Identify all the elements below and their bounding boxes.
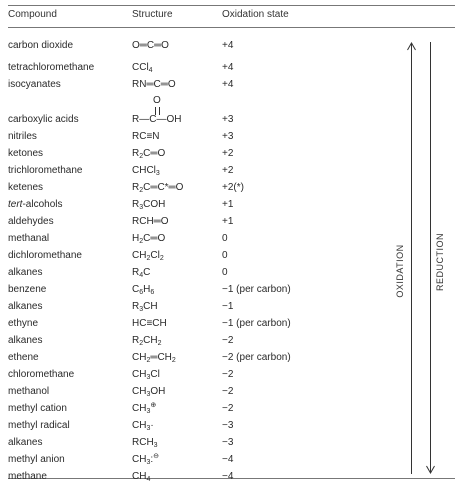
structure-formula: $R_4C$ xyxy=(132,267,151,279)
header-oxidation-state: Oxidation state xyxy=(222,9,289,20)
oxidation-state-value: +3 xyxy=(222,114,234,125)
structure-formula: $R_3COH$ xyxy=(132,199,166,211)
structure-formula: $R_2CH_2$ xyxy=(132,335,162,347)
oxidation-state-value: +2 xyxy=(222,148,234,159)
table-row xyxy=(0,316,464,332)
oxidation-state-value: +1 xyxy=(222,199,234,210)
carbonyl-oxygen: O xyxy=(153,95,161,106)
oxidation-state-value: +1 xyxy=(222,216,234,227)
structure-formula: $CH_3^\oplus$ xyxy=(132,402,157,415)
table-row xyxy=(0,452,464,468)
structure-formula: $C_6H_6$ xyxy=(132,284,155,296)
table-row xyxy=(0,180,464,196)
oxidation-state-value: +4 xyxy=(222,79,234,90)
compound-name: dichloromethane xyxy=(8,250,82,261)
compound-name: benzene xyxy=(8,284,47,295)
oxidation-state-value: −2 xyxy=(222,369,234,380)
oxidation-state-value: +3 xyxy=(222,131,234,142)
compound-name: trichloromethane xyxy=(8,165,83,176)
oxidation-state-value: −1 xyxy=(222,301,234,312)
oxidation-state-value: −2 xyxy=(222,386,234,397)
compound-name: carboxylic acids xyxy=(8,114,79,125)
oxidation-state-value: −1 (per carbon) xyxy=(222,318,291,329)
table-row xyxy=(0,146,464,162)
oxidation-state-value: −2 (per carbon) xyxy=(222,352,291,363)
structure-formula: $RCH_3$ xyxy=(132,437,158,449)
oxidation-state-value: −4 xyxy=(222,471,234,482)
compound-name: isocyanates xyxy=(8,79,61,90)
reduction-arrow xyxy=(426,42,435,474)
arrow-down-icon xyxy=(426,465,435,474)
oxidation-state-value: +2 xyxy=(222,165,234,176)
table-row xyxy=(0,129,464,145)
oxidation-state-value: +4 xyxy=(222,40,234,51)
oxidation-state-value: −2 xyxy=(222,335,234,346)
compound-name: carbon dioxide xyxy=(8,40,74,51)
table-row xyxy=(0,197,464,213)
table-row xyxy=(0,350,464,366)
structure-formula: $R_3CH$ xyxy=(132,301,158,313)
structure-formula: $CH_4$ xyxy=(132,471,151,483)
structure-formula: HC≡CH xyxy=(132,318,167,329)
table-row xyxy=(0,163,464,179)
structure-formula: $R_2C═C*═O$ xyxy=(132,182,184,194)
carbonyl-double-bond xyxy=(155,107,160,115)
header-structure: Structure xyxy=(132,9,173,20)
header-compound: Compound xyxy=(8,9,57,20)
structure-formula: RN═C═O xyxy=(132,79,176,90)
structure-formula: $CH_3OH$ xyxy=(132,386,166,398)
compound-name: ketenes xyxy=(8,182,44,193)
structure-formula: $CH_3:^⊖$ xyxy=(132,453,160,466)
oxidation-state-value: −3 xyxy=(222,437,234,448)
reduction-label: REDUCTION xyxy=(435,233,445,291)
oxidation-state-value: +4 xyxy=(222,62,234,73)
structure-formula: $CH_2Cl_2$ xyxy=(132,250,164,262)
oxidation-state-value: −1 (per carbon) xyxy=(222,284,291,295)
table-row xyxy=(0,401,464,417)
table-row xyxy=(0,418,464,434)
table-row xyxy=(0,38,464,54)
compound-name: chloromethane xyxy=(8,369,75,380)
compound-name: alkanes xyxy=(8,437,43,448)
compound-name: methyl cation xyxy=(8,403,67,414)
compound-name: alkanes xyxy=(8,335,43,346)
table-row xyxy=(0,77,464,93)
structure-formula: CCl$_4$ xyxy=(132,62,153,74)
table-row xyxy=(0,384,464,400)
structure-formula: $CH_2═CH_2$ xyxy=(132,352,176,364)
oxidation-state-value: 0 xyxy=(222,233,228,244)
table-row xyxy=(0,214,464,230)
structure-formula: CHCl$_3$ xyxy=(132,165,160,177)
compound-name: alkanes xyxy=(8,301,43,312)
oxidation-state-value: −2 xyxy=(222,403,234,414)
compound-name: ketones xyxy=(8,148,44,159)
structure-formula: RC≡N xyxy=(132,131,160,142)
table-row xyxy=(0,367,464,383)
oxidation-arrow xyxy=(407,42,416,474)
compound-name: nitriles xyxy=(8,131,37,142)
structure-formula: $H_2C═O$ xyxy=(132,233,166,245)
oxidation-label: OXIDATION xyxy=(395,244,405,298)
compound-name: methanal xyxy=(8,233,50,244)
compound-name: alkanes xyxy=(8,267,43,278)
structure-formula: $R_2C═O$ xyxy=(132,148,166,160)
compound-name: methanol xyxy=(8,386,50,397)
oxidation-state-value: 0 xyxy=(222,250,228,261)
compound-name: aldehydes xyxy=(8,216,54,227)
structure-formula: $CH_3\cdot$ xyxy=(132,420,154,432)
compound-name: ethene xyxy=(8,352,39,363)
oxidation-state-value: −3 xyxy=(222,420,234,431)
oxidation-state-value: +2(*) xyxy=(222,182,244,193)
structure-formula: RCH═O xyxy=(132,216,169,227)
structure-formula: R—C—OH xyxy=(132,114,182,125)
oxidation-state-value: −4 xyxy=(222,454,234,465)
table-row xyxy=(0,333,464,349)
table-row xyxy=(0,60,464,76)
compound-name: methyl anion xyxy=(8,454,65,465)
compound-name: ethyne xyxy=(8,318,39,329)
compound-name: tetrachloromethane xyxy=(8,62,95,73)
oxidation-state-value: 0 xyxy=(222,267,228,278)
compound-name: tert-alcohols xyxy=(8,199,63,210)
structure-formula: $CH_3Cl$ xyxy=(132,369,160,381)
compound-name: methyl radical xyxy=(8,420,70,431)
table-row xyxy=(0,112,464,128)
table-row xyxy=(0,469,464,485)
table-row xyxy=(0,435,464,451)
structure-formula: O═C═O xyxy=(132,40,169,51)
compound-name: methane xyxy=(8,471,47,482)
